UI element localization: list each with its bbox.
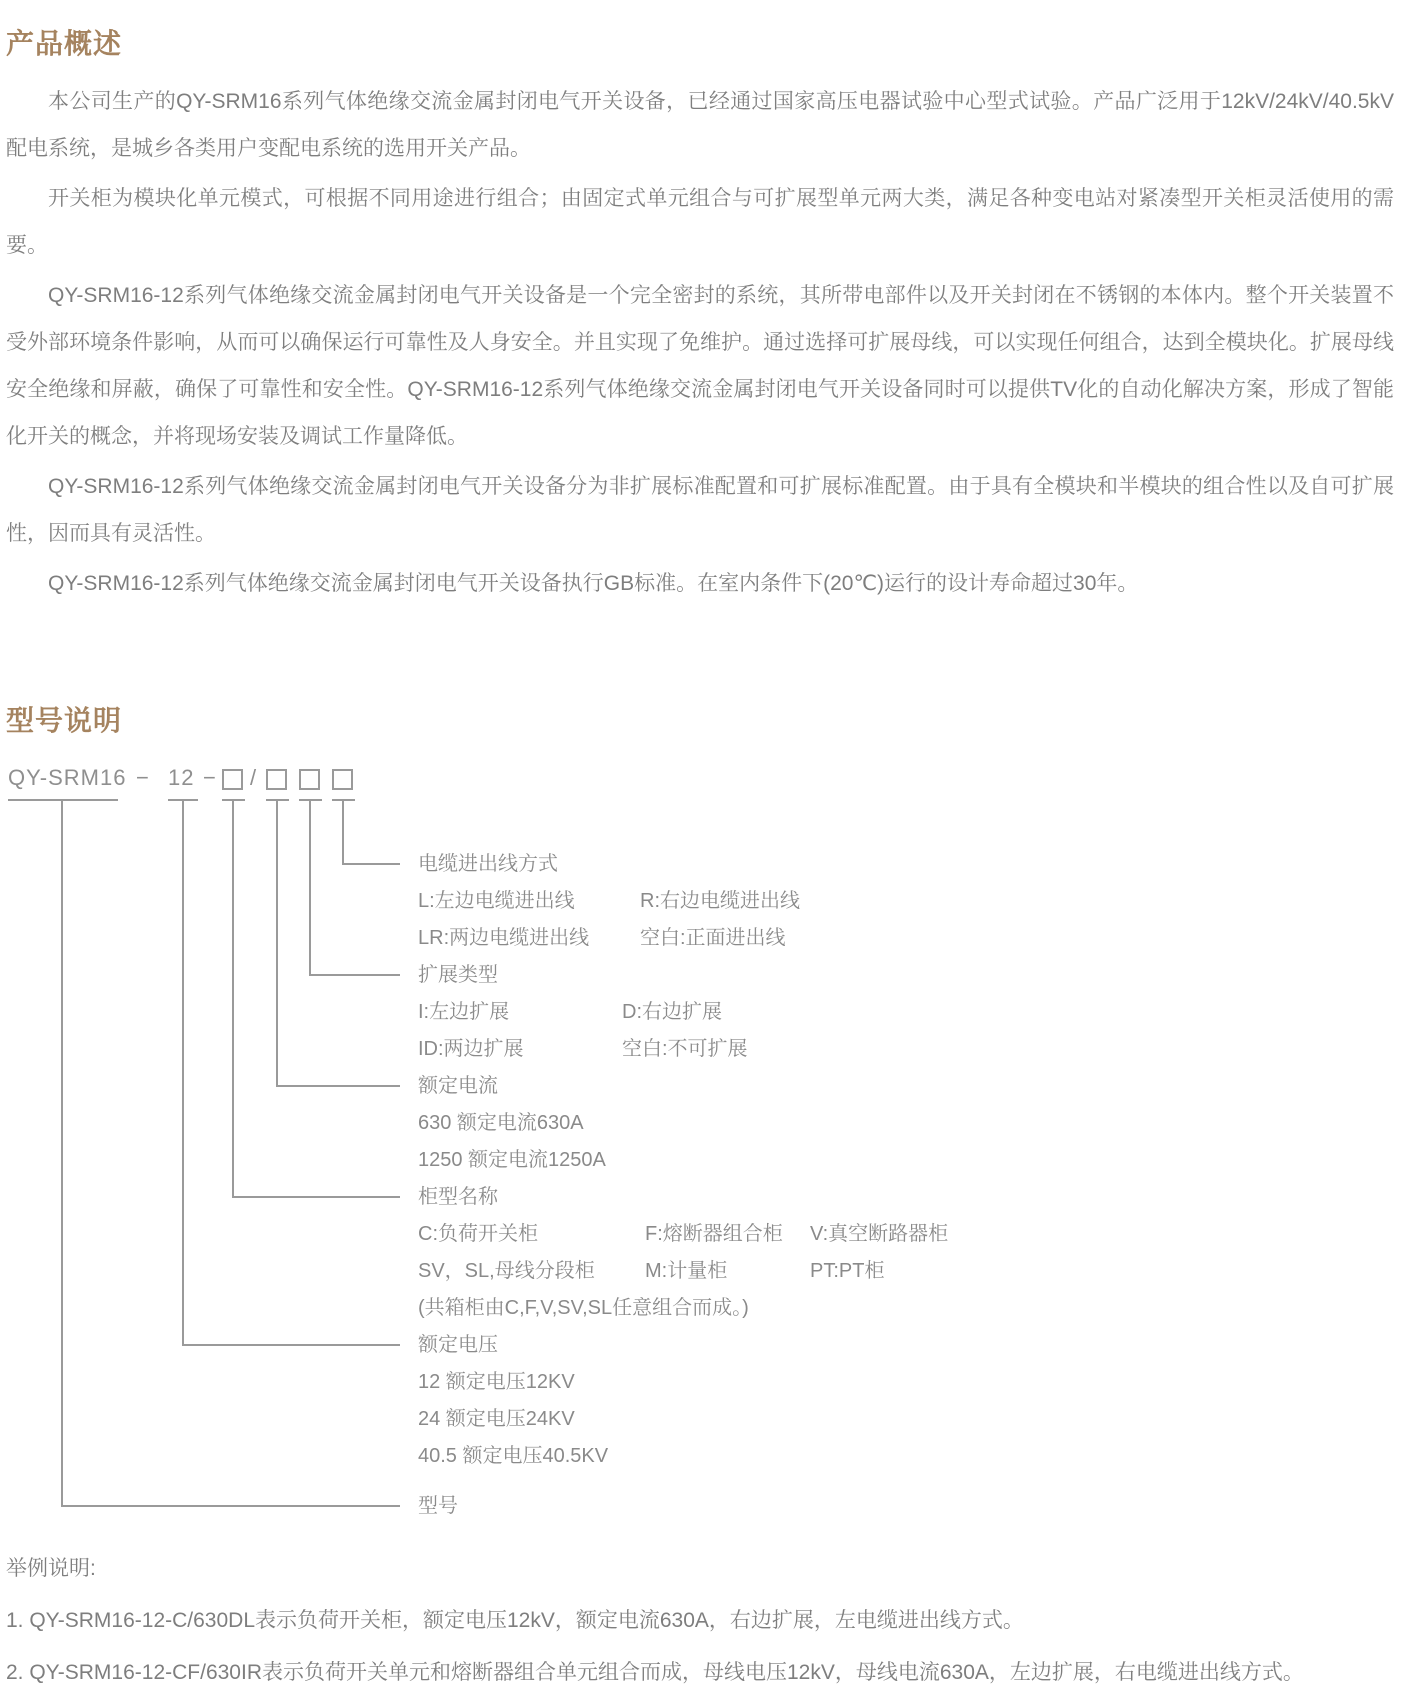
model-code-dash-1: − (136, 765, 150, 790)
callout-label-model: 型号 (418, 1495, 458, 1517)
callout-option: 24 额定电压24KV (418, 1408, 575, 1430)
examples-section (6, 1555, 1394, 1687)
callout-option: V:真空断路器柜 (810, 1223, 949, 1245)
callout-label-rated-current: 额定电流 (418, 1075, 498, 1097)
placeholder-box-cable-entry (332, 769, 353, 790)
callout-option: LR:两边电缆进出线 (418, 927, 590, 949)
callout-option: C:负荷开关柜 (418, 1223, 538, 1245)
callout-option: 1250 额定电流1250A (418, 1149, 606, 1171)
placeholder-box-cabinet-type (222, 769, 243, 790)
callout-option: (共箱柜由C,F,V,SV,SL任意组合而成。) (418, 1297, 749, 1319)
model-designation-diagram (0, 755, 1404, 1525)
callout-option: I:左边扩展 (418, 1001, 510, 1023)
callout-option: R:右边电缆进出线 (640, 890, 800, 912)
callout-option: M:计量柜 (645, 1260, 728, 1282)
model-designation-heading: 型号说明 (6, 705, 123, 736)
callout-option: 12 额定电压12KV (418, 1371, 575, 1393)
callout-label-cabinet-type: 柜型名称 (418, 1186, 498, 1208)
callout-option: L:左边电缆进出线 (418, 890, 575, 912)
overview-paragraph-1: 本公司生产的QY-SRM16系列气体绝缘交流金属封闭电气开关设备，已经通过国家高压电器试验中心型式试验。产品广泛用于12kV/24kV/40.5kV配电系统，是城乡各类用户变配电系统的选用开关产品。 (6, 90, 1394, 160)
callout-option: 空白:正面进出线 (640, 927, 786, 949)
placeholder-box-rated-current (266, 769, 287, 790)
example-item-1: 1. QY-SRM16-12-C/630DL表示负荷开关柜，额定电压12kV，额定电流630A，右边扩展，左电缆进出线方式。 (6, 1609, 1024, 1632)
callout-option: 40.5 额定电压40.5KV (418, 1445, 609, 1467)
callout-option: PT:PT柜 (810, 1260, 885, 1282)
examples-heading: 举例说明: (6, 1557, 96, 1580)
placeholder-box-extension-type (299, 769, 320, 790)
model-code-slash: / (250, 765, 258, 790)
diagram-connector-lines (0, 755, 1404, 1525)
model-code-prefix: QY-SRM16 (8, 765, 127, 790)
overview-heading: 产品概述 (6, 28, 123, 59)
model-code-dash-2: − (203, 765, 217, 790)
callout-option: 空白:不可扩展 (622, 1038, 748, 1060)
example-item-2: 2. QY-SRM16-12-CF/630IR表示负荷开关单元和熔断器组合单元组合而成，母线电压12kV，母线电流630A，左边扩展，右电缆进出线方式。 (6, 1661, 1304, 1684)
model-code-voltage: 12 (168, 765, 195, 790)
callout-option: F:熔断器组合柜 (645, 1223, 783, 1245)
overview-paragraph-4: QY-SRM16-12系列气体绝缘交流金属封闭电气开关设备分为非扩展标准配置和可扩展标准配置。由于具有全模块和半模块的组合性以及自可扩展性，因而具有灵活性。 (6, 475, 1394, 545)
overview-paragraph-5: QY-SRM16-12系列气体绝缘交流金属封闭电气开关设备执行GB标准。在室内条件下(20℃)运行的设计寿命超过30年。 (48, 572, 1139, 595)
overview-paragraph-3: QY-SRM16-12系列气体绝缘交流金属封闭电气开关设备是一个完全密封的系统，其所带电部件以及开关封闭在不锈钢的本体内。整个开关装置不受外部环境条件影响，从而可以确保运行可靠性及人身安全。并且实现了免维护。通过选择可扩展母线，可以实现任何组合，达到全模块化。扩展母线安全绝缘和屏蔽，确保了可靠性和安全性。QY-SRM16-12系列气体绝缘交流金属封闭电气开关设备同时可以提供TV化的自动化解决方案，形成了智能化开关的概念，并将现场安装及调试工作量降低。 (6, 284, 1394, 448)
callout-option: 630 额定电流630A (418, 1112, 584, 1134)
overview-paragraphs (0, 78, 1404, 607)
callout-label-rated-voltage: 额定电压 (418, 1334, 498, 1356)
callout-label-cable-entry: 电缆进出线方式 (418, 853, 558, 875)
callout-option: SV，SL,母线分段柜 (418, 1260, 595, 1282)
callout-option: ID:两边扩展 (418, 1038, 524, 1060)
callout-label-extension-type: 扩展类型 (418, 964, 498, 986)
callout-option: D:右边扩展 (622, 1001, 722, 1023)
overview-paragraph-2: 开关柜为模块化单元模式，可根据不同用途进行组合；由固定式单元组合与可扩展型单元两大类，满足各种变电站对紧凑型开关柜灵活使用的需要。 (6, 187, 1394, 257)
